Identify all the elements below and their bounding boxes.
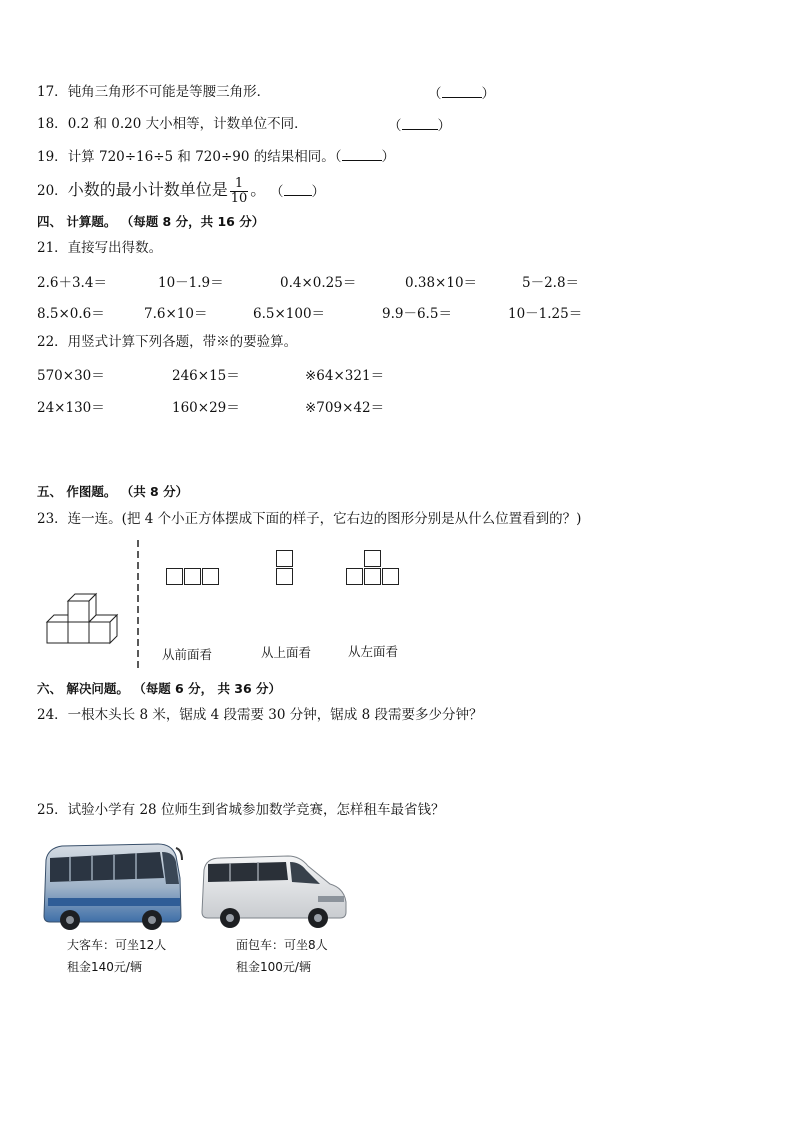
question-number: 18． (37, 116, 68, 132)
answer-blank-18[interactable] (388, 115, 451, 135)
vertical-calc-item: 246×15＝ (172, 368, 240, 384)
calc-item: 9.9－6.5＝ (382, 306, 452, 322)
cube-front-face (47, 622, 68, 643)
question-number: 20． (37, 183, 68, 199)
question-25-title: 25．试验小学有 28 位师生到省城参加数学竞赛，怎样租车最省钱？ (37, 802, 445, 818)
view-square (364, 550, 381, 567)
section-heading-problems: 六、 解决问题。 （每题 6 分， 共 36 分） (37, 681, 282, 696)
question-22-title: 22．用竖式计算下列各题，带※的要验算。 (37, 334, 298, 350)
view-square (382, 568, 399, 585)
vertical-calc-item: 24×130＝ (37, 400, 105, 416)
question-21-title: 21．直接写出得数。 (37, 240, 163, 256)
question-18 (37, 115, 308, 133)
paren-close: ） (381, 149, 396, 165)
question-number: 17． (37, 84, 68, 100)
paren-open: （ (334, 149, 342, 165)
cube-front-face (68, 601, 89, 622)
calc-item: 5－2.8＝ (522, 275, 580, 291)
question-19 (37, 146, 395, 166)
van-capacity: 面包车：可坐8人 (236, 938, 328, 952)
question-text-end: 。 (250, 180, 267, 199)
calc-item: 8.5×0.6＝ (37, 306, 105, 322)
view-square (276, 568, 293, 585)
question-text: 计算 720÷16÷5 和 720÷90 的结果相同。 (67, 149, 335, 165)
vertical-calc-item: 160×29＝ (172, 400, 240, 416)
view-square (364, 568, 381, 585)
paren-close: ） (481, 86, 495, 102)
calc-item: 0.4×0.25＝ (280, 275, 357, 291)
caption-top-view[interactable]: 从上面看 (261, 645, 312, 660)
dashed-divider (136, 540, 140, 668)
blank-line (402, 115, 438, 130)
section-heading-drawing: 五、 作图题。 （共 8 分） (37, 484, 189, 499)
paren-close: ） (311, 184, 325, 200)
bus-rent: 租金140元/辆 (67, 960, 142, 974)
fraction (230, 177, 249, 206)
fraction-numerator: 1 (230, 177, 249, 192)
calc-item: 6.5×100＝ (253, 306, 326, 322)
paren-open: （ (270, 184, 284, 200)
calc-item: 7.6×10＝ (144, 306, 208, 322)
paren-close: ） (437, 118, 451, 134)
question-17 (37, 83, 270, 101)
calc-item: 2.6＋3.4＝ (37, 275, 107, 291)
caption-left-view[interactable]: 从左面看 (348, 644, 399, 659)
view-square (202, 568, 219, 585)
view-square (346, 568, 363, 585)
answer-blank-19[interactable] (342, 146, 382, 161)
question-number: 19． (37, 149, 68, 165)
section-heading-calculation: 四、 计算题。 （每题 8 分，共 16 分） (37, 214, 265, 229)
blank-line (284, 181, 312, 196)
fraction-denominator: 10 (230, 191, 248, 206)
view-square (276, 550, 293, 567)
view-square (184, 568, 201, 585)
calc-item: 10－1.9＝ (158, 275, 224, 291)
question-23-title: 23．连一连。(把 4 个小正方体摆成下面的样子，它右边的图形分别是从什么位置看到的？) (37, 511, 582, 527)
van-rent: 租金100元/辆 (236, 960, 311, 974)
calc-item: 10－1.25＝ (508, 306, 583, 322)
vertical-calc-item: ※64×321＝ (305, 368, 385, 384)
bus-capacity: 大客车：可坐12人 (67, 938, 167, 952)
question-text: 小数的最小计数单位是 (67, 180, 228, 199)
blank-line (442, 83, 482, 98)
answer-blank-17[interactable] (428, 83, 495, 103)
vertical-calc-item: ※709×42＝ (305, 400, 385, 416)
cube-stack-figure (44, 584, 126, 646)
calc-item: 0.38×10＝ (405, 275, 478, 291)
bus-info (67, 934, 166, 978)
question-20 (37, 175, 266, 206)
vertical-calc-item: 570×30＝ (37, 368, 105, 384)
question-text: 0.2 和 0.20 大小相等，计数单位不同． (67, 116, 308, 132)
answer-blank-20[interactable] (270, 181, 325, 201)
van-info (236, 934, 328, 978)
paren-open: （ (388, 118, 402, 134)
question-24-title: 24．一根木头长 8 米，锯成 4 段需要 30 分钟，锯成 8 段需要多少分钟？ (37, 707, 483, 723)
paren-open: （ (428, 86, 442, 102)
cube-front-face (68, 622, 89, 643)
caption-front-view[interactable]: 从前面看 (162, 647, 213, 662)
van-icon (200, 850, 348, 930)
bus-icon (40, 838, 186, 934)
question-text: 钝角三角形不可能是等腰三角形． (67, 84, 271, 100)
view-square (166, 568, 183, 585)
cube-front-face (89, 622, 110, 643)
